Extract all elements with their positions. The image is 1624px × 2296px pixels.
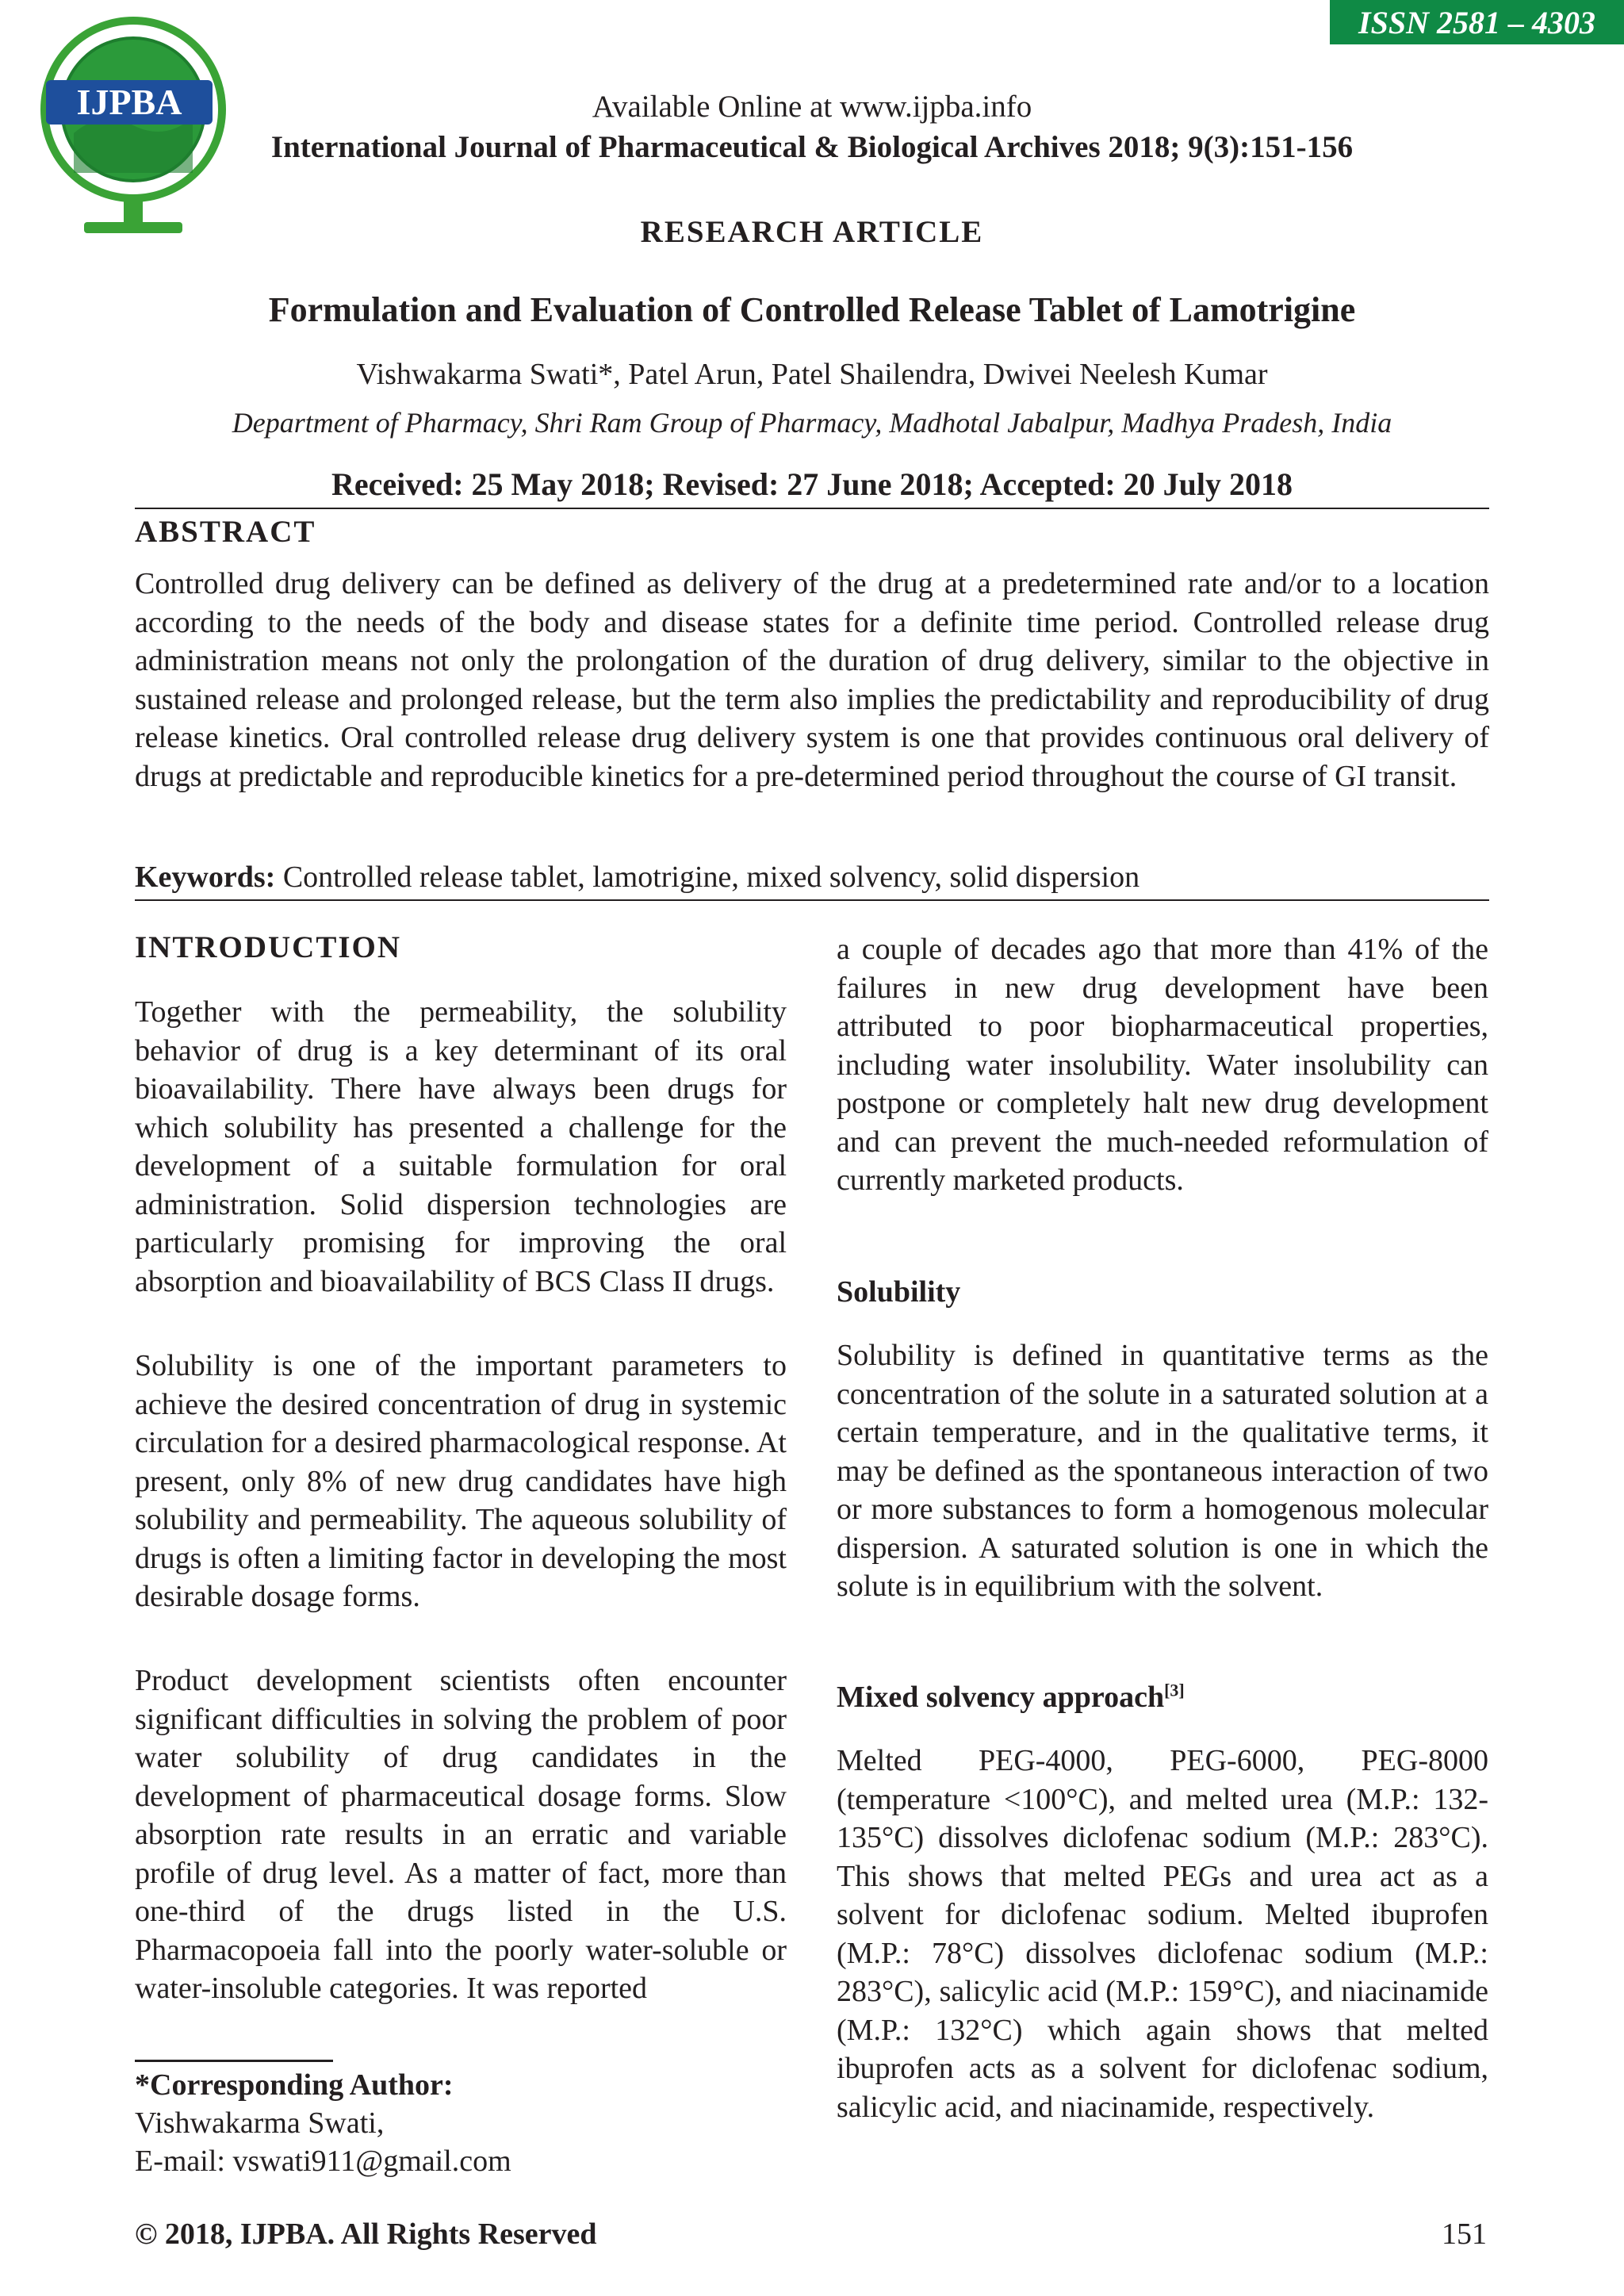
article-title: Formulation and Evaluation of Controlled Release Tablet of Lamotrigine (268, 290, 1356, 329)
issn-badge: ISSN 2581 – 4303 (1330, 0, 1624, 44)
divider-keywords (135, 899, 1489, 901)
footer-copyright: © 2018, IJPBA. All Rights Reserved (135, 2217, 597, 2251)
introduction-heading: INTRODUCTION (135, 930, 402, 964)
logo-text: IJPBA (76, 82, 182, 122)
availability-line: Available Online at www.ijpba.info (592, 90, 1032, 124)
corresponding-email: E-mail: vswati911@gmail.com (135, 2145, 511, 2178)
keywords-text: Controlled release tablet, lamotrigine, mixed solvency, solid dispersion (275, 861, 1140, 894)
abstract-heading: ABSTRACT (135, 515, 316, 549)
footnote-rule (135, 2060, 333, 2062)
keywords-line (135, 858, 1489, 896)
solubility-heading: Solubility (837, 1275, 961, 1309)
page-number: 151 (1442, 2217, 1487, 2251)
article-authors: Vishwakarma Swati*, Patel Arun, Patel Shailendra, Dwivei Neelesh Kumar (356, 358, 1268, 391)
corresponding-label: *Corresponding Author: (135, 2068, 454, 2102)
intro-paragraph-2: Solubility is one of the important parameters to achieve the desired concentration of drug in systemic circulation for a desired pharmacological response. At present, only 8% of new drug candidates have high solubility and permeability. The aqueous solubility of drugs is often a limiting factor in developing the most desirable dosage forms. (135, 1349, 787, 1613)
intro-paragraph-1: Together with the permeability, the solubility behavior of drug is a key determinant of its oral bioavailability. There have always been drugs for which solubility has presented a challenge for the development of a suitable formulation for oral administration. Solid dispersion technologies are particularly promising for improving the oral absorption and bioavailability of BCS Class II drugs. (135, 995, 787, 1298)
corresponding-author (135, 2066, 511, 2180)
article-dates: Received: 25 May 2018; Revised: 27 June 2018; Accepted: 20 July 2018 (331, 466, 1293, 502)
mixed-solvency-ref: [3] (1164, 1680, 1185, 1700)
mixed-solvency-text: Melted PEG-4000, PEG-6000, PEG-8000 (temperature <100°C), and melted urea (M.P.: 132-135°C) dissolves diclofenac sodium (M.P.: 283°C). This shows that melted PEGs and urea act as a solvent for diclofenac sodium. Melted ibuprofen (M.P.: 78°C) dissolves diclofenac sodium (M.P.: 283°C), salicylic acid (M.P.: 159°C), and niacinamide (M.P.: 132°C) which again shows that melted ibuprofen acts as a solvent for diclofenac sodium, salicylic acid, and niacinamide, respectively. (837, 1744, 1488, 2124)
intro-paragraph-3-continued: a couple of decades ago that more than 41% of the failures in new drug development have been attributed to poor biopharmaceutical properties, including water insolubility. Water insolubility can postpone or completely halt new drug development and can prevent the much-needed reformulation of currently marketed products. (837, 933, 1488, 1197)
article-affiliation: Department of Pharmacy, Shri Ram Group of Pharmacy, Madhotal Jabalpur, Madhya Pradesh, India (232, 407, 1392, 439)
divider-top (135, 508, 1489, 509)
mixed-solvency-heading (837, 1680, 1185, 1715)
abstract-text: Controlled drug delivery can be defined as delivery of the drug at a predetermined rate and/or to a location according to the needs of the body and disease states for a definite time period. Controlled release drug administration means not only the prolongation of the duration of drug delivery, similar to the objective in sustained release and prolonged release, but the term also implies the predictability and reproducibility of drug release kinetics. Oral controlled release drug delivery system is one that provides continuous oral delivery of drugs at predictable and reproducible kinetics for a pre-determined period throughout the course of GI transit. (135, 567, 1489, 793)
solubility-text: Solubility is defined in quantitative terms as the concentration of the solute in a saturated solution at a certain temperature, and in the qualitative terms, it may be defined as the spontaneous interaction of two or more substances to form a homogenous molecular dispersion. A saturated solution is one in which the solute is in equilibrium with the solvent. (837, 1339, 1488, 1603)
article-type: RESEARCH ARTICLE (640, 215, 984, 249)
keywords-label: Keywords: (135, 861, 276, 894)
intro-paragraph-3: Product development scientists often encounter significant difficulties in solving the problem of poor water solubility of drug candidates in the development of pharmaceutical dosage forms. Slow absorption rate results in an erratic and variable profile of drug level. As a matter of fact, more than one-third of the drugs listed in the U.S. Pharmacopoeia fall into the poorly water-soluble or water-insoluble categories. It was reported (135, 1664, 787, 2005)
journal-citation: International Journal of Pharmaceutical & Biological Archives 2018; 9(3):151-156 (270, 130, 1354, 164)
corresponding-name: Vishwakarma Swati, (135, 2106, 385, 2140)
mixed-solvency-title: Mixed solvency approach (837, 1681, 1165, 1714)
